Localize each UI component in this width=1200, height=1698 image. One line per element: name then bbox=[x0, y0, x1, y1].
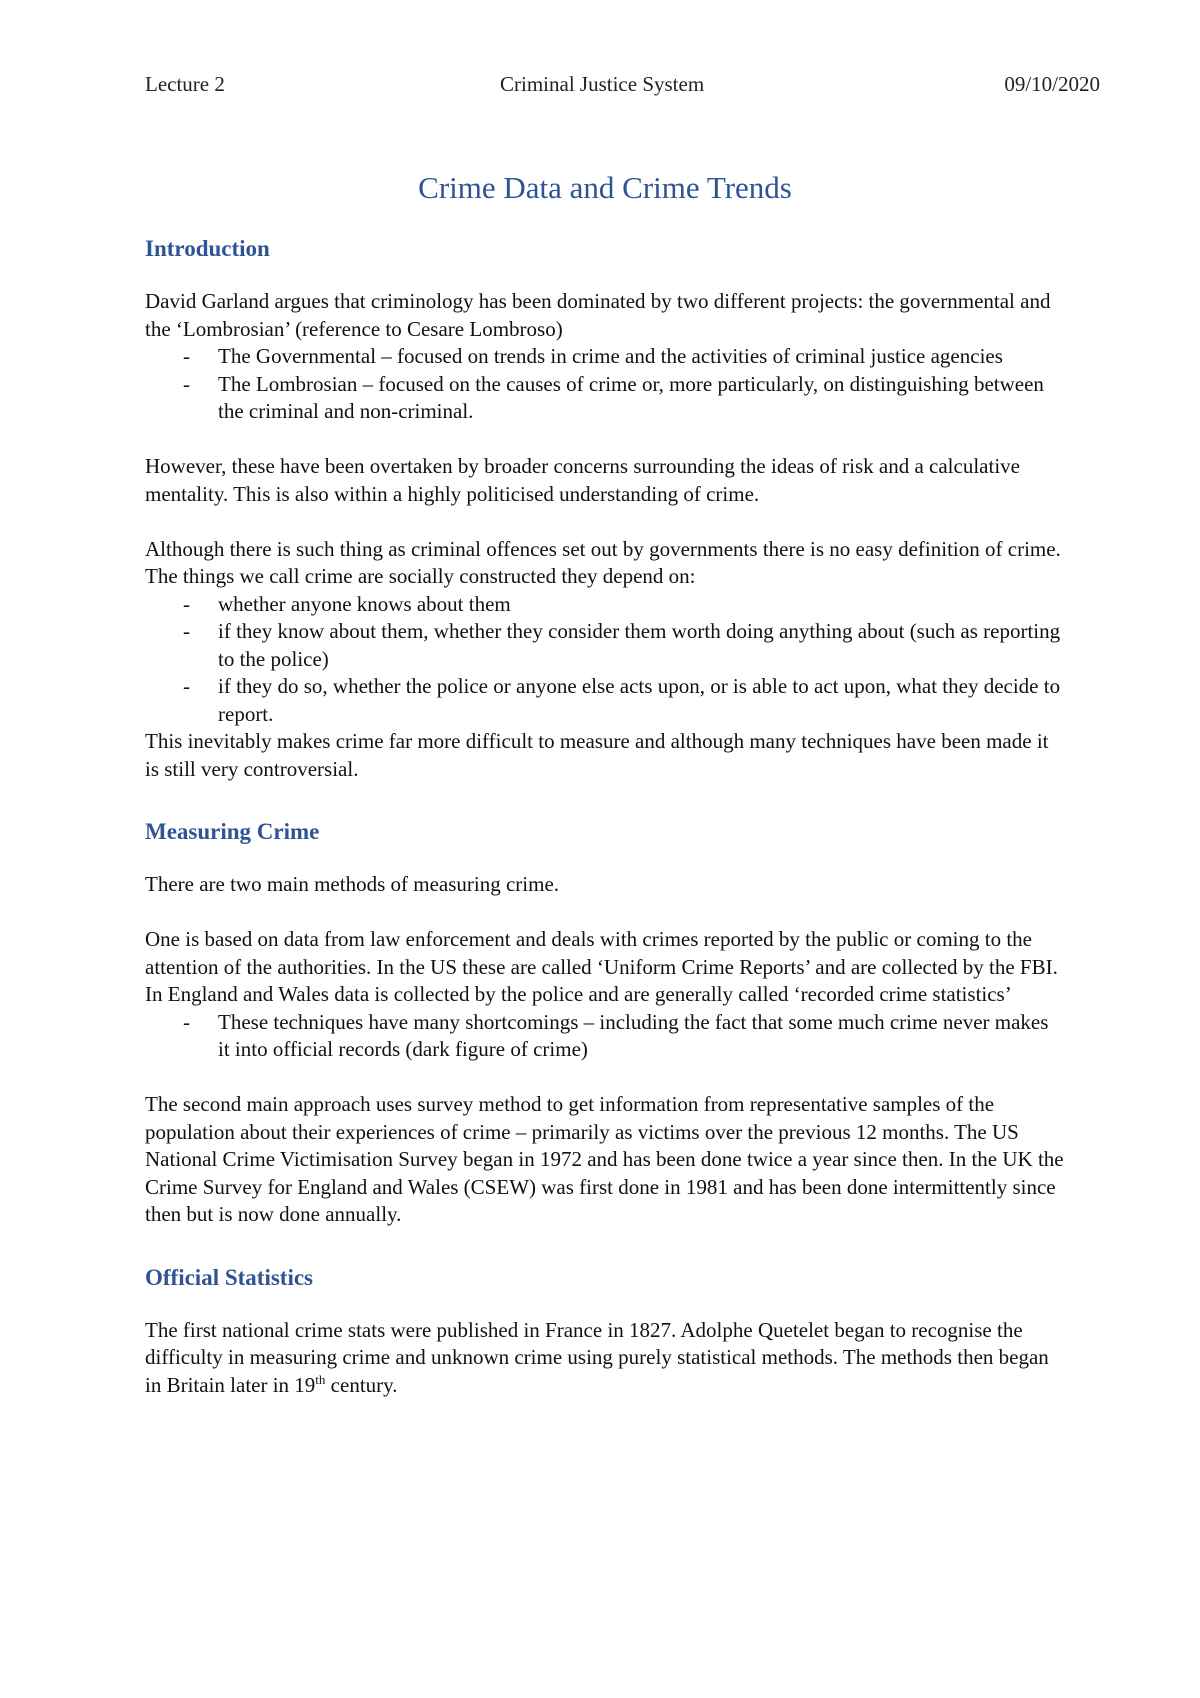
list-item-text: if they know about them, whether they consider them worth doing anything about (such as reporting to the police) bbox=[218, 619, 1061, 671]
header-course: Criminal Justice System bbox=[500, 72, 705, 96]
list-item bbox=[145, 343, 1065, 371]
section-heading-official-statistics: Official Statistics bbox=[145, 1264, 313, 1290]
list-item bbox=[145, 618, 1065, 673]
document-body bbox=[145, 168, 1065, 1427]
bullet-list bbox=[145, 591, 1065, 729]
list-item-text: whether anyone knows about them bbox=[218, 591, 511, 616]
bullet-dash: - bbox=[183, 344, 190, 368]
list-item-text: The Lombrosian – focused on the causes of crime or, more particularly, on distinguishing between the criminal and non-criminal. bbox=[218, 371, 1044, 423]
header-lecture: Lecture 2 bbox=[145, 72, 225, 96]
list-item bbox=[145, 371, 1065, 426]
paragraph: This inevitably makes crime far more difficult to measure and although many techniques have been made it is still very controversial. bbox=[145, 729, 1049, 781]
paragraph: There are two main methods of measuring crime. bbox=[145, 872, 560, 896]
page-header bbox=[145, 72, 1100, 102]
section-heading-measuring-crime: Measuring Crime bbox=[145, 819, 320, 844]
paragraph: Although there is such thing as criminal offences set out by governments there is no easy definition of crime. The things we call crime are socially constructed they depend on: bbox=[145, 536, 1061, 588]
paragraph: One is based on data from law enforcement and deals with crimes reported by the public or coming to the attention of the authorities. In the US these are called ‘Uniform Crime Reports’ and are collected by the FBI. In England and Wales data is collected by the police and are generally called ‘recorded crime statistics’ bbox=[145, 927, 1058, 1006]
paragraph: The second main approach uses survey method to get information from representative samples of the population about their experiences of crime – primarily as victims over the previous 12 months. The US National Crime Victimisation Survey began in 1972 and has been done twice a year since then. In the UK the Crime Survey for England and Wales (CSEW) was first done in 1981 and has been done intermittently since then but is now done annually. bbox=[145, 1092, 1064, 1226]
paragraph-text: century. bbox=[325, 1372, 398, 1397]
section-heading-introduction: Introduction bbox=[145, 236, 270, 261]
bullet-dash: - bbox=[183, 1009, 190, 1034]
bullet-dash: - bbox=[183, 371, 190, 396]
list-item-text: These techniques have many shortcomings – including the fact that some much crime never makes it into official records (dark figure of crime) bbox=[218, 1009, 1049, 1061]
superscript: th bbox=[315, 1371, 326, 1387]
bullet-dash: - bbox=[183, 619, 190, 643]
paragraph: However, these have been overtaken by broader concerns surrounding the ideas of risk and a calculative mentality. This is also within a highly politicised understanding of crime. bbox=[145, 454, 1020, 506]
paragraph: David Garland argues that criminology has been dominated by two different projects: the governmental and the ‘Lombrosian’ (reference to Cesare Lombroso) bbox=[145, 289, 1051, 341]
paragraph bbox=[145, 1317, 1065, 1400]
document-title: Crime Data and Crime Trends bbox=[418, 170, 792, 205]
header-date: 09/10/2020 bbox=[1004, 72, 1100, 96]
paragraph-text: The first national crime stats were published in France in 1827. Adolphe Quetelet began to recognise the difficulty in measuring crime and unknown crime using purely statistical methods. The methods then began in Britain later in 19 bbox=[145, 1317, 1049, 1397]
bullet-list bbox=[145, 1009, 1065, 1064]
list-item bbox=[145, 591, 1065, 619]
bullet-dash: - bbox=[183, 674, 190, 698]
bullet-dash: - bbox=[183, 591, 190, 616]
list-item-text: The Governmental – focused on trends in crime and the activities of criminal justice agencies bbox=[218, 344, 1003, 368]
list-item-text: if they do so, whether the police or anyone else acts upon, or is able to act upon, what they decide to report. bbox=[218, 674, 1061, 726]
list-item bbox=[145, 673, 1065, 728]
list-item bbox=[145, 1009, 1065, 1064]
bullet-list bbox=[145, 343, 1065, 426]
